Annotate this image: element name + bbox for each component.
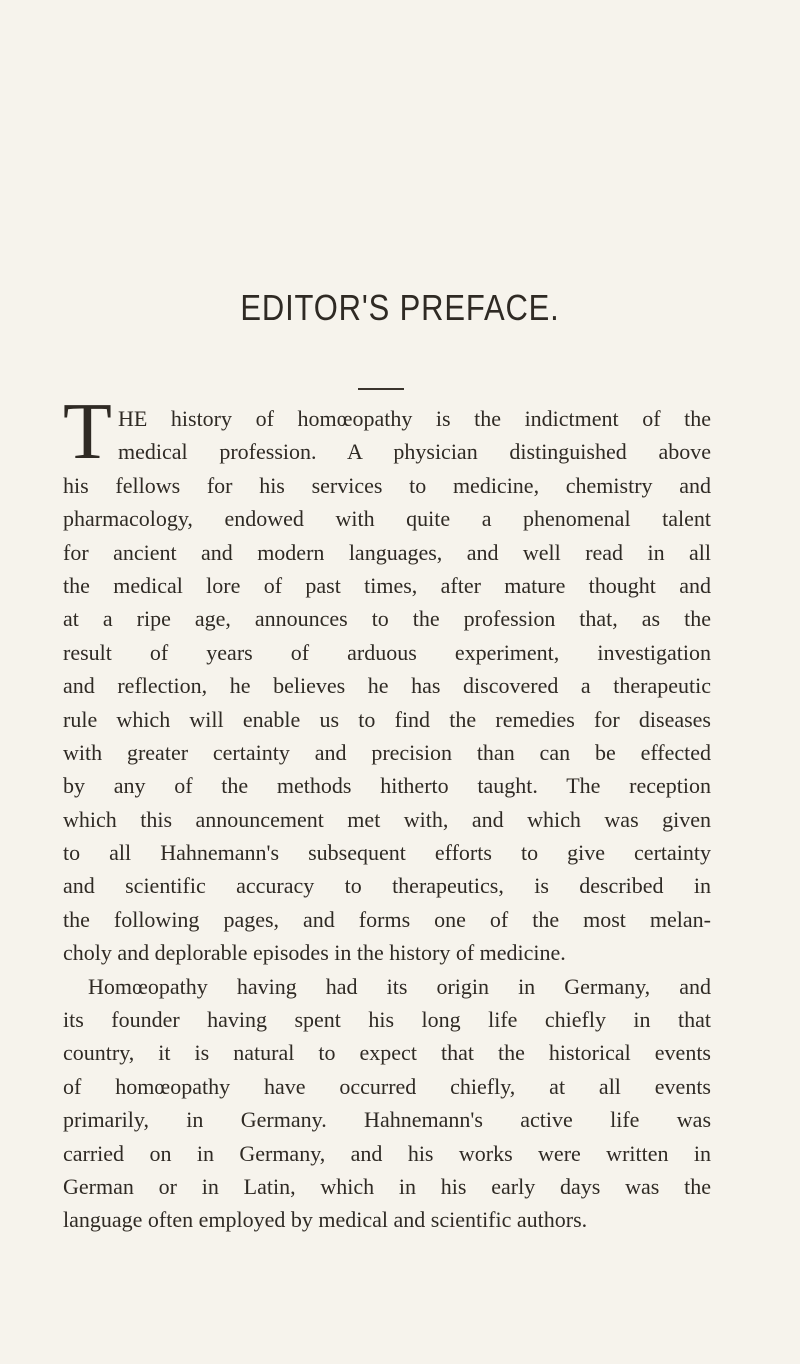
- text-line: carried on in Germany, and his works were written in: [63, 1140, 711, 1166]
- text-line: medical profession. A physician distinguished above: [118, 439, 711, 465]
- paragraph-2: [63, 970, 711, 1237]
- text-line: Homœopathy having had its origin in Germany, and: [88, 973, 711, 999]
- preface-body: [63, 388, 711, 1237]
- text-line: for ancient and modern languages, and well read in all: [63, 539, 711, 565]
- text-line: HE history of homœopathy is the indictment of the: [118, 406, 711, 431]
- text-line: with greater certainty and precision than can be effected: [63, 739, 711, 765]
- title-divider: [358, 388, 404, 390]
- text-line: at a ripe age, announces to the profession that, as the: [63, 606, 711, 632]
- page-title: EDITOR'S PREFACE.: [240, 287, 560, 328]
- paragraph-1: [63, 388, 711, 970]
- text-line: by any of the methods hitherto taught. The reception: [63, 773, 711, 799]
- text-line: choly and deplorable episodes in the history of medicine.: [63, 940, 566, 966]
- text-line: which this announcement met with, and which was given: [63, 806, 711, 832]
- text-line: its founder having spent his long life chiefly in that: [63, 1007, 711, 1033]
- text-line: the following pages, and forms one of the most melan-: [63, 906, 711, 932]
- text-line: German or in Latin, which in his early days was the: [63, 1173, 711, 1199]
- text-line: to all Hahnemann's subsequent efforts to give certainty: [63, 840, 711, 866]
- text-line: country, it is natural to expect that the historical events: [63, 1040, 711, 1066]
- text-line: pharmacology, endowed with quite a phenomenal talent: [63, 506, 711, 532]
- text-line: primarily, in Germany. Hahnemann's active life was: [63, 1107, 711, 1133]
- text-line: and scientific accuracy to therapeutics, is described in: [63, 873, 711, 899]
- text-line: rule which will enable us to find the remedies for diseases: [63, 706, 711, 732]
- text-line: his fellows for his services to medicine, chemistry and: [63, 472, 711, 498]
- text-line: of homœopathy have occurred chiefly, at all events: [63, 1073, 711, 1099]
- text-line: the medical lore of past times, after mature thought and: [63, 572, 711, 598]
- text-line: and reflection, he believes he has discovered a therapeutic: [63, 673, 711, 699]
- text-line: language often employed by medical and scientific authors.: [63, 1207, 588, 1233]
- drop-cap: T: [63, 388, 112, 476]
- text-line: result of years of arduous experiment, investigation: [63, 639, 711, 665]
